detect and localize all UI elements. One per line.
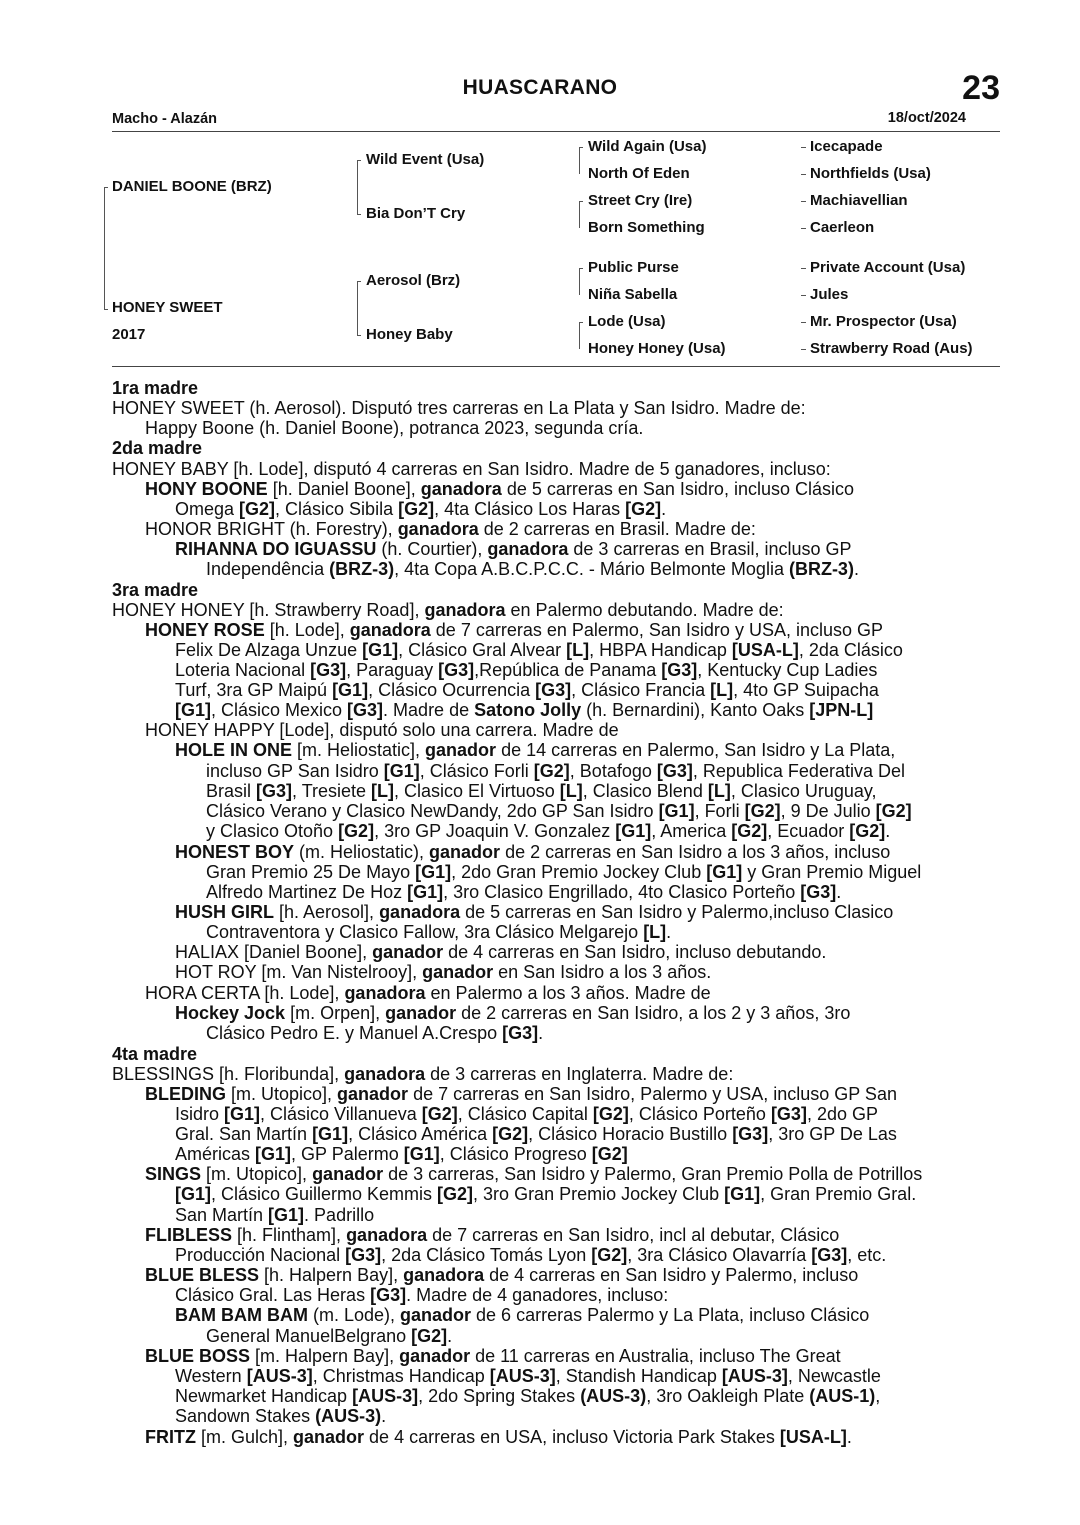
gen2-tick bbox=[357, 160, 361, 161]
catalog-date: 18/oct/2024 bbox=[887, 110, 966, 126]
body-line: HONEY HONEY [h. Strawberry Road], ganadora en Palermo debutando. Madre de: bbox=[112, 600, 784, 620]
gen2-tick bbox=[357, 214, 361, 215]
produce-entry-cont: Alfredo Martinez De Hoz [G1], 3ro Clasico Engrillado, 4to Clasico Porteño [G3]. bbox=[206, 882, 842, 902]
produce-entry-cont: Clásico Gral. Las Heras [G3]. Madre de 4 ganadores, incluso: bbox=[175, 1285, 669, 1305]
gen3-tick bbox=[579, 322, 583, 323]
gen4-dash bbox=[801, 174, 806, 175]
produce-entry-cont: Turf, 3ra GP Maipú [G1], Clásico Ocurrencia [G3], Clásico Francia [L], 4to GP Suipacha bbox=[175, 680, 879, 700]
produce-entry-cont: Clásico Pedro E. y Manuel A.Crespo [G3]. bbox=[206, 1023, 544, 1043]
produce-entry: Hockey Jock [m. Orpen], ganador de 2 carreras en San Isidro, a los 2 y 3 años, 3ro bbox=[175, 1003, 851, 1023]
gen2-bracket bbox=[357, 160, 358, 214]
gen3-bracket bbox=[579, 147, 580, 174]
gen4-dash bbox=[801, 295, 806, 296]
produce-entry: RIHANNA DO IGUASSU (h. Courtier), ganadora de 3 carreras en Brasil, incluso GP bbox=[175, 539, 852, 559]
produce-entry-cont: Américas [G1], GP Palermo [G1], Clásico Progreso [G2] bbox=[175, 1144, 628, 1164]
pedigree-gen4: Northfields (Usa) bbox=[810, 165, 931, 182]
gen3-tick bbox=[579, 147, 583, 148]
top-rule bbox=[112, 131, 1000, 132]
pedigree-gen2: Aerosol (Brz) bbox=[366, 272, 461, 289]
produce-entry-cont: [G1], Clásico Guillermo Kemmis [G2], 3ro Gran Premio Jockey Club [G1], Gran Premio Gral. bbox=[175, 1184, 917, 1204]
pedigree-gen4: Caerleon bbox=[810, 219, 875, 236]
lot-number: 23 bbox=[962, 69, 1000, 107]
gen3-bracket bbox=[579, 201, 580, 228]
section-heading: 2da madre bbox=[112, 438, 203, 458]
gen1-tick bbox=[104, 309, 108, 310]
produce-entry-cont: Loteria Nacional [G3], Paraguay [G3],República de Panama [G3], Kentucky Cup Ladies bbox=[175, 660, 878, 680]
body-line: HONEY BABY [h. Lode], disputó 4 carreras en San Isidro. Madre de 5 ganadores, incluso: bbox=[112, 459, 831, 479]
produce-entry: HONEST BOY (m. Heliostatic), ganador de 2 carreras en San Isidro a los 3 años, incluso bbox=[175, 842, 891, 862]
produce-entry-cont: Felix De Alzaga Unzue [G1], Clásico Gral Alvear [L], HBPA Handicap [USA-L], 2da Clásico bbox=[175, 640, 903, 660]
body-line: HONOR BRIGHT (h. Forestry), ganadora de 2 carreras en Brasil. Madre de: bbox=[145, 519, 756, 539]
produce-entry: BLEDING [m. Utopico], ganador de 7 carreras en San Isidro, Palermo y USA, incluso GP San bbox=[145, 1084, 897, 1104]
pedigree-gen3: Public Purse bbox=[588, 259, 679, 276]
horse-name: HUASCARANO bbox=[462, 76, 618, 99]
produce-entry-cont: Gral. San Martín [G1], Clásico América [G2], Clásico Horacio Bustillo [G3], 3ro GP De Las bbox=[175, 1124, 897, 1144]
pedigree-gen4: Mr. Prospector (Usa) bbox=[810, 313, 957, 330]
body-line: HONEY HAPPY [Lode], disputó solo una carrera. Madre de bbox=[145, 720, 619, 740]
produce-entry-cont: Western [AUS-3], Christmas Handicap [AUS-3], Standish Handicap [AUS-3], Newcastle bbox=[175, 1366, 881, 1386]
produce-entry-cont: Clásico Verano y Clasico NewDandy, 2do GP San Isidro [G1], Forli [G2], 9 De Julio [G2] bbox=[206, 801, 912, 821]
produce-entry-cont: Omega [G2], Clásico Sibila [G2], 4ta Clásico Los Haras [G2]. bbox=[175, 499, 667, 519]
gen3-tick bbox=[579, 201, 583, 202]
body-line: BLESSINGS [h. Floribunda], ganadora de 3 carreras en Inglaterra. Madre de: bbox=[112, 1064, 734, 1084]
pedigree-gen2: Wild Event (Usa) bbox=[366, 151, 485, 168]
produce-entry-cont: Independência (BRZ-3), 4ta Copa A.B.C.P.C.C. - Mário Belmonte Moglia (BRZ-3). bbox=[206, 559, 859, 579]
sex-color: Macho - Alazán bbox=[112, 111, 218, 127]
gen4-dash bbox=[801, 201, 806, 202]
gen4-dash bbox=[801, 147, 806, 148]
gen1-bracket bbox=[104, 187, 105, 309]
pedigree-gen4: Icecapade bbox=[810, 138, 883, 155]
body-line: HONEY SWEET (h. Aerosol). Disputó tres carreras en La Plata y San Isidro. Madre de: bbox=[112, 398, 806, 418]
body-line: HOT ROY [m. Van Nistelrooy], ganador en San Isidro a los 3 años. bbox=[175, 962, 712, 982]
produce-entry: BLUE BLESS [h. Halpern Bay], ganadora de 4 carreras en San Isidro y Palermo, incluso bbox=[145, 1265, 859, 1285]
produce-entry: BLUE BOSS [m. Halpern Bay], ganador de 11 carreras en Australia, incluso The Great bbox=[145, 1346, 841, 1366]
pedigree-gen4: Strawberry Road (Aus) bbox=[810, 340, 973, 357]
sire-name: DANIEL BOONE (BRZ) bbox=[112, 178, 272, 195]
produce-entry: FLIBLESS [h. Flintham], ganadora de 7 carreras en San Isidro, incl al debutar, Clásico bbox=[145, 1225, 840, 1245]
pedigree-gen3: Lode (Usa) bbox=[588, 313, 666, 330]
produce-entry-cont: Brasil [G3], Tresiete [L], Clasico El Virtuoso [L], Clasico Blend [L], Clasico Uruguay, bbox=[206, 781, 877, 801]
pedigree-gen4: Machiavellian bbox=[810, 192, 908, 209]
gen4-dash bbox=[801, 228, 806, 229]
gen3-bracket bbox=[579, 268, 580, 295]
produce-entry: FRITZ [m. Gulch], ganador de 4 carreras en USA, incluso Victoria Park Stakes [USA-L]. bbox=[145, 1427, 852, 1447]
produce-entry-cont: y Clasico Otoño [G2], 3ro GP Joaquin V. Gonzalez [G1], America [G2], Ecuador [G2]. bbox=[206, 821, 891, 841]
gen3-tick bbox=[579, 268, 583, 269]
pedigree-gen2: Honey Baby bbox=[366, 326, 453, 343]
produce-entry-cont: Contraventora y Clasico Fallow, 3ra Clásico Melgarejo [L]. bbox=[206, 922, 672, 942]
produce-entry-cont: General ManuelBelgrano [G2]. bbox=[206, 1326, 453, 1346]
section-heading: 4ta madre bbox=[112, 1044, 198, 1064]
dam-name: HONEY SWEET bbox=[112, 299, 223, 316]
pedigree-gen4: Jules bbox=[810, 286, 849, 303]
pedigree-gen3: Born Something bbox=[588, 219, 705, 236]
gen2-tick bbox=[357, 281, 361, 282]
produce-entry-cont: Producción Nacional [G3], 2da Clásico Tomás Lyon [G2], 3ra Clásico Olavarría [G3], etc. bbox=[175, 1245, 887, 1265]
section-heading: 3ra madre bbox=[112, 580, 199, 600]
gen4-dash bbox=[801, 322, 806, 323]
pedigree-gen4: Private Account (Usa) bbox=[810, 259, 966, 276]
gen2-tick bbox=[357, 335, 361, 336]
birth-year: 2017 bbox=[112, 326, 146, 343]
pedigree-gen3: Street Cry (Ire) bbox=[588, 192, 693, 209]
produce-entry: HOLE IN ONE [m. Heliostatic], ganador de 14 carreras en Palermo, San Isidro y La Plata, bbox=[175, 740, 896, 760]
produce-entry-cont: Sandown Stakes (AUS-3). bbox=[175, 1406, 387, 1426]
produce-entry: SINGS [m. Utopico], ganador de 3 carreras, San Isidro y Palermo, Gran Premio Polla de Potrillos bbox=[145, 1164, 923, 1184]
section-heading: 1ra madre bbox=[112, 378, 199, 398]
produce-entry: HUSH GIRL [h. Aerosol], ganadora de 5 carreras en San Isidro y Palermo,incluso Clasico bbox=[175, 902, 894, 922]
produce-entry-cont: San Martín [G1]. Padrillo bbox=[175, 1205, 375, 1225]
bottom-rule bbox=[112, 366, 1000, 367]
produce-entry-cont: [G1], Clásico Mexico [G3]. Madre de Satono Jolly (h. Bernardini), Kanto Oaks [JPN-L] bbox=[175, 700, 874, 720]
produce-entry-cont: Newmarket Handicap [AUS-3], 2do Spring Stakes (AUS-3), 3ro Oakleigh Plate (AUS-1), bbox=[175, 1386, 881, 1406]
pedigree-gen3: Honey Honey (Usa) bbox=[588, 340, 726, 357]
gen3-bracket bbox=[579, 322, 580, 349]
produce-entry-cont: Gran Premio 25 De Mayo [G1], 2do Gran Premio Jockey Club [G1] y Gran Premio Miguel bbox=[206, 862, 922, 882]
pedigree-gen3: Niña Sabella bbox=[588, 286, 678, 303]
produce-entry: HONEY ROSE [h. Lode], ganadora de 7 carreras en Palermo, San Isidro y USA, incluso GP bbox=[145, 620, 883, 640]
produce-entry-cont: Isidro [G1], Clásico Villanueva [G2], Clásico Capital [G2], Clásico Porteño [G3], 2do GP bbox=[175, 1104, 878, 1124]
pedigree-gen2: Bia Don’T Cry bbox=[366, 205, 466, 222]
gen2-bracket bbox=[357, 281, 358, 335]
pedigree-gen3: Wild Again (Usa) bbox=[588, 138, 707, 155]
body-line: HALIAX [Daniel Boone], ganador de 4 carreras en San Isidro, incluso debutando. bbox=[175, 942, 827, 962]
body-line: HORA CERTA [h. Lode], ganadora en Palermo a los 3 años. Madre de bbox=[145, 983, 711, 1003]
gen1-tick bbox=[104, 187, 108, 188]
pedigree-gen3: North Of Eden bbox=[588, 165, 690, 182]
produce-entry: BAM BAM BAM (m. Lode), ganador de 6 carreras Palermo y La Plata, incluso Clásico bbox=[175, 1305, 870, 1325]
gen4-dash bbox=[801, 349, 806, 350]
produce-entry-cont: incluso GP San Isidro [G1], Clásico Forli [G2], Botafogo [G3], Republica Federativa Del bbox=[206, 761, 905, 781]
body-line: Happy Boone (h. Daniel Boone), potranca 2023, segunda cría. bbox=[145, 418, 644, 438]
produce-entry: HONY BOONE [h. Daniel Boone], ganadora de 5 carreras en San Isidro, incluso Clásico bbox=[145, 479, 854, 499]
gen4-dash bbox=[801, 268, 806, 269]
